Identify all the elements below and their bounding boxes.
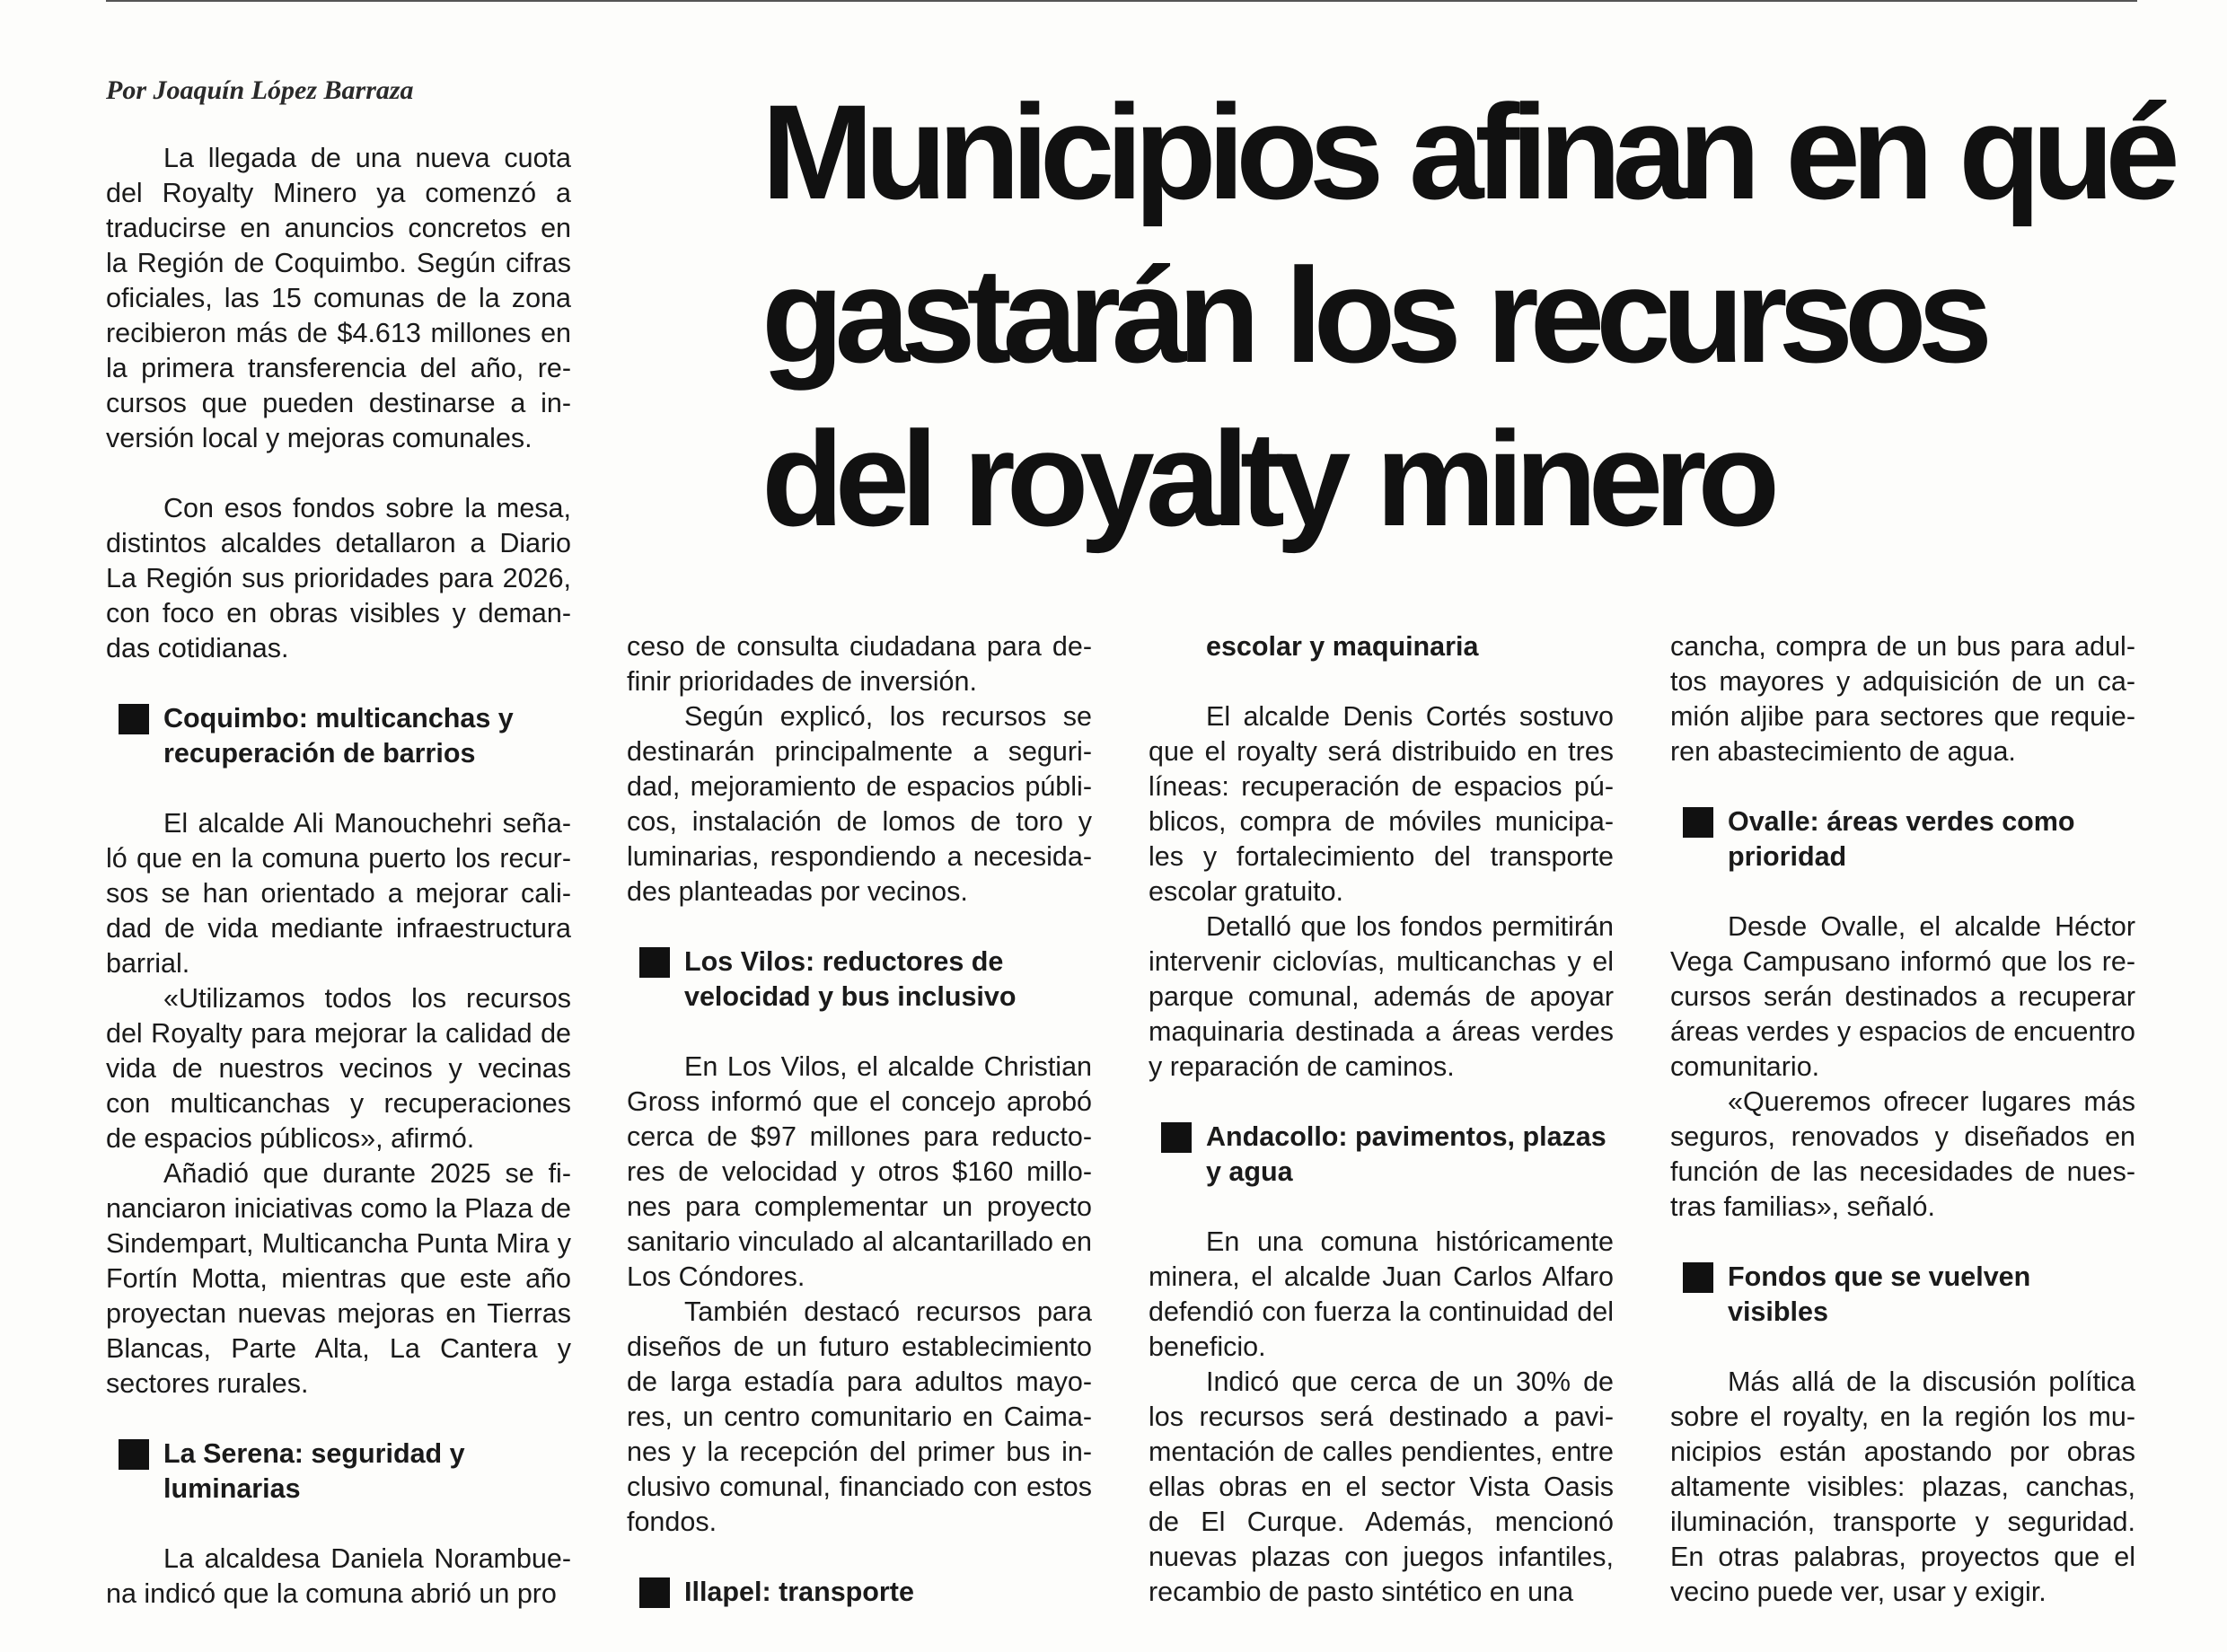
body-paragraph-continued: cancha, compra de un bus para adultos mayores y adquisición de un camión aljibe para sectores que requieren abastecimiento de agua. — [1670, 631, 2135, 767]
subheading-coquimbo: Coquimbo: multicanchas y recuperación de barrios — [106, 701, 571, 771]
headline — [761, 70, 2171, 560]
top-rule — [106, 0, 2137, 2]
column-1 — [106, 141, 571, 1612]
square-bullet-icon — [1161, 1122, 1192, 1153]
body-paragraph: Añadió que durante 2025 se financiaron iniciativas como la Plaza de Sindempart, Multicancha Punta Mira y Fortín Motta, mientras que este año proyectan nuevas mejoras en Tierras Blancas, Parte Alta, La Cantera y sectores rurales. — [106, 1158, 571, 1399]
column-2 — [627, 629, 1092, 1610]
byline: Por Joaquín López Barraza — [106, 75, 414, 105]
body-paragraph: La alcaldesa Daniela Norambuena indicó que la comuna abrió un pro — [106, 1543, 571, 1609]
column-4 — [1670, 629, 2135, 1610]
square-bullet-icon — [1683, 1262, 1713, 1293]
body-paragraph: Indicó que cerca de un 30% de los recursos será destinado a pavimentación de calles pendientes, entre ellas obras en el sector Vista Oasis de El Curque. Además, mencionó nuevas plazas con juegos infantiles, recambio de pasto sintético en una — [1149, 1366, 1614, 1607]
subheading-la-serena: La Serena: seguridad y luminarias — [106, 1437, 571, 1507]
subheading-illapel: Illapel: transporte — [627, 1575, 1092, 1610]
body-paragraph: Más allá de la discusión política sobre el royalty, en la región los municipios están apostando por obras altamente visibles: plazas, canchas, iluminación, transporte y seguridad. En otras palabras, proyectos que el vecino puede ver, usar y exigir. — [1670, 1366, 2135, 1607]
column-3 — [1149, 629, 1614, 1610]
square-bullet-icon — [1683, 807, 1713, 838]
body-paragraph: Desde Ovalle, el alcalde Héctor Vega Campusano informó que los recursos serán destinados a recuperar áreas verdes y espacios de encuentro comunitario. — [1670, 911, 2135, 1082]
body-paragraph: En Los Vilos, el alcalde Christian Gross informó que el concejo aprobó cerca de $97 millones para reductores de velocidad y otros $160 millones para complementar un proyecto sanitario vinculado al alcantarillado en Los Cóndores. — [627, 1051, 1092, 1292]
body-paragraph: «Utilizamos todos los recursos del Royalty para mejorar la calidad de vida de nuestros vecinos y vecinas con multicanchas y recuperaciones de espacios públicos», afirmó. — [106, 983, 571, 1154]
intro-paragraph: La llegada de una nueva cuota del Royalty Minero ya comenzó a traducirse en anuncios concretos en la Región de Coquimbo. Según cifras oficiales, las 15 comunas de la zona recibieron más de $4.613 millones en la primera transferencia del año, recursos que pueden destinarse a inversión local y mejoras comunales. — [106, 143, 571, 453]
body-paragraph: En una comuna históricamente minera, el alcalde Juan Carlos Alfaro defendió con fuerza la continuidad del beneficio. — [1149, 1226, 1614, 1362]
subheading-fondos: Fondos que se vuelven visibles — [1670, 1260, 2135, 1330]
headline-line-1: Municipios afinan en qué — [761, 76, 2171, 227]
body-paragraph: Según explicó, los recursos se destinarán principalmente a seguridad, mejoramiento de espacios públicos, instalación de lomos de toro y luminarias, respondiendo a necesidades planteadas por vecinos. — [627, 701, 1092, 907]
subheading-illapel-continued: escolar y maquinaria — [1206, 631, 1479, 662]
square-bullet-icon — [639, 947, 670, 978]
body-paragraph: También destacó recursos para diseños de un futuro establecimiento de larga estadía para adultos mayores, un centro comunitario en Caimanes y la recepción del primer bus inclusivo comunal, financiado con estos fondos. — [627, 1296, 1092, 1537]
subheading-los-vilos: Los Vilos: reductores de velocidad y bus inclusivo — [627, 945, 1092, 1015]
headline-line-2: gastarán los recursos — [761, 240, 1985, 391]
body-paragraph: Detalló que los fondos permitirán intervenir ciclovías, multicanchas y el parque comunal, además de apoyar maquinaria destinada a áreas verdes y reparación de caminos. — [1149, 911, 1614, 1082]
square-bullet-icon — [119, 704, 149, 734]
square-bullet-icon — [119, 1439, 149, 1470]
subheading-ovalle: Ovalle: áreas verdes como prioridad — [1670, 804, 2135, 874]
headline-line-3: del royalty minero — [761, 403, 1772, 554]
body-paragraph: El alcalde Denis Cortés sostuvo que el royalty será distribuido en tres líneas: recuperación de espacios públicos, compra de móviles municipales y fortalecimiento del transporte escolar gratuito. — [1149, 701, 1614, 907]
square-bullet-icon — [639, 1577, 670, 1608]
intro-paragraph: Con esos fondos sobre la mesa, distintos alcaldes detallaron a Diario La Región sus prioridades para 2026, con foco en obras visibles y demandas cotidianas. — [106, 493, 571, 663]
body-paragraph: El alcalde Ali Manouchehri señaló que en la comuna puerto los recursos se han orientado a mejorar calidad de vida mediante infraestructura barrial. — [106, 808, 571, 979]
body-paragraph-continued: ceso de consulta ciudadana para definir prioridades de inversión. — [627, 631, 1092, 697]
subheading-andacollo: Andacollo: pavimentos, plazas y agua — [1149, 1120, 1614, 1190]
body-paragraph: «Queremos ofrecer lugares más seguros, renovados y diseñados en función de las necesidades de nuestras familias», señaló. — [1670, 1086, 2135, 1222]
